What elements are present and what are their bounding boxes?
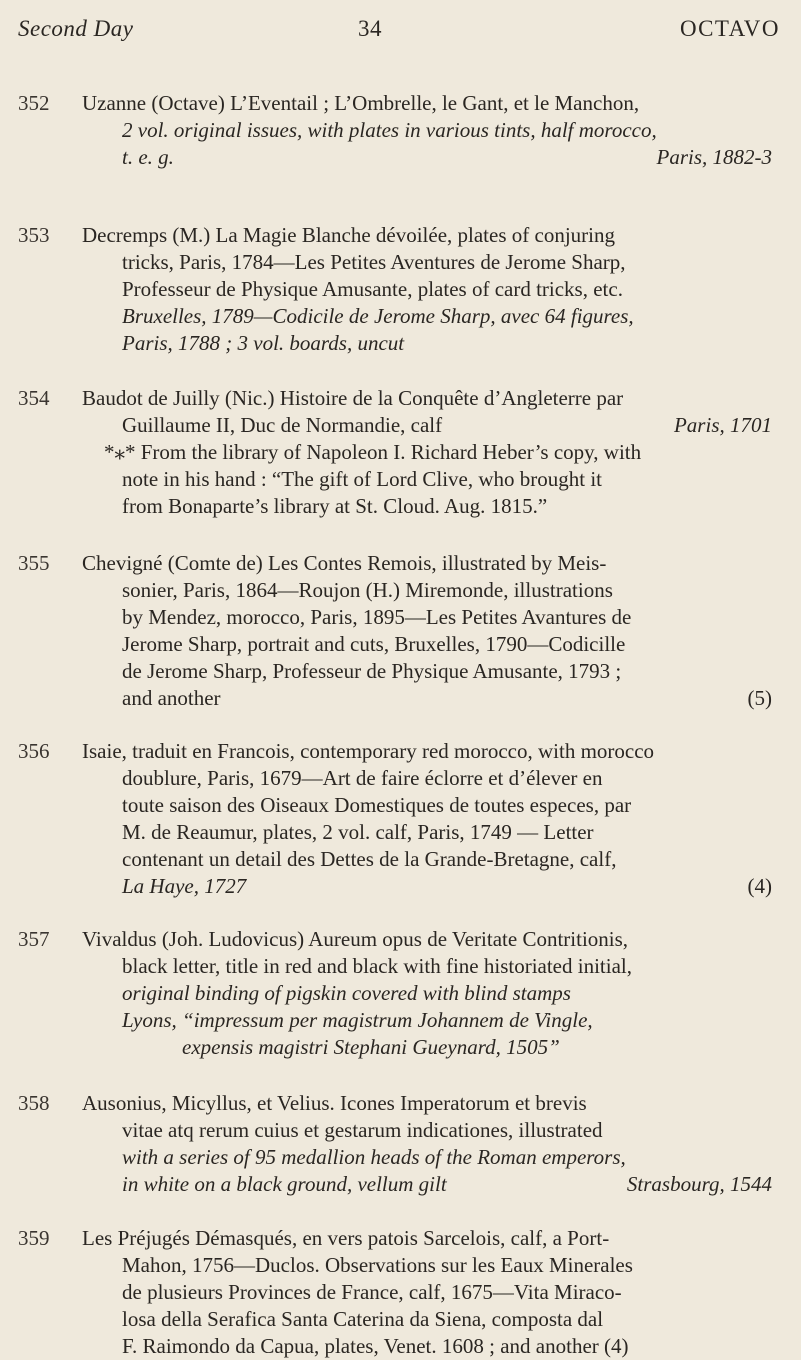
lot-line: original binding of pigskin covered with blind stamps [122, 981, 571, 1005]
lot-number: 352 [18, 91, 50, 115]
lot-line [82, 144, 772, 171]
lot-line: Baudot de Juilly (Nic.) Histoire de la Conquête d’Angleterre par [82, 386, 624, 410]
lot-line: losa della Serafica Santa Caterina da Siena, composta dal [122, 1307, 604, 1331]
lot-line: from Bonaparte’s library at St. Cloud. Aug. 1815.” [122, 494, 548, 518]
lot-imprint: Paris, 1701 [673, 413, 772, 437]
lot-count: (4) [747, 874, 772, 898]
lot-line: sonier, Paris, 1864—Roujon (H.) Miremonde, illustrations [122, 578, 613, 602]
lot-line: Professeur de Physique Amusante, plates of card tricks, etc. [122, 277, 623, 301]
lot-number: 355 [18, 551, 50, 575]
lot-line-part: La Haye, 1727 [122, 874, 247, 898]
lot-description [82, 1225, 772, 1360]
lot-number: 353 [18, 223, 50, 247]
lot-number: 358 [18, 1091, 50, 1115]
lot-description [82, 90, 772, 171]
header-section-title: Second Day [18, 16, 134, 41]
lot-line: vitae atq rerum cuius et gestarum indicationes, illustrated [122, 1118, 603, 1142]
lot-number: 359 [18, 1226, 50, 1250]
lot-line: Uzanne (Octave) L’Eventail ; L’Ombrelle, le Gant, et le Manchon, [82, 91, 640, 115]
lot-description [82, 222, 772, 357]
header-format: OCTAVO [679, 16, 780, 41]
lot-line: by Mendez, morocco, Paris, 1895—Les Petites Avantures de [122, 605, 632, 629]
lot-line: doublure, Paris, 1679—Art de faire éclorre et d’élever en [122, 766, 603, 790]
lot-description [82, 738, 772, 900]
lot-line: 2 vol. original issues, with plates in various tints, half morocco, [122, 118, 657, 142]
lot-line: Jerome Sharp, portrait and cuts, Bruxelles, 1790—Codicille [122, 632, 626, 656]
lot-line-part: in white on a black ground, vellum gilt [122, 1172, 447, 1196]
lot-line: with a series of 95 medallion heads of the Roman emperors, [122, 1145, 626, 1169]
lot-count: (5) [747, 686, 772, 710]
lot-line: toute saison des Oiseaux Domestiques de toutes especes, par [122, 793, 632, 817]
provenance-note: *⁎* From the library of Napoleon I. Richard Heber’s copy, with [104, 440, 642, 464]
lot-line [82, 873, 772, 900]
lot-imprint: Strasbourg, 1544 [626, 1172, 772, 1196]
lot-line: black letter, title in red and black with fine historiated initial, [122, 954, 632, 978]
lot-line: expensis magistri Stephani Gueynard, 1505” [182, 1035, 560, 1059]
lot-number: 357 [18, 927, 50, 951]
lot-line [82, 412, 772, 439]
lot-description [82, 926, 772, 1061]
lot-line: M. de Reaumur, plates, 2 vol. calf, Paris, 1749 — Letter [122, 820, 594, 844]
lot-line [82, 1171, 772, 1198]
page-number: 34 [358, 16, 382, 41]
lot-line: contenant un detail des Dettes de la Grande-Bretagne, calf, [122, 847, 617, 871]
lot-description [82, 550, 772, 712]
lot-description [82, 385, 772, 520]
lot-line-part: t. e. g. [122, 145, 174, 169]
lot-line-part: Guillaume II, Duc de Normandie, calf [122, 413, 443, 437]
lot-line: note in his hand : “The gift of Lord Clive, who brought it [122, 467, 603, 491]
lot-line: Lyons, “impressum per magistrum Johannem de Vingle, [122, 1008, 593, 1032]
lot-line: de Jerome Sharp, Professeur de Physique Amusante, 1793 ; [122, 659, 622, 683]
lot-line: Vivaldus (Joh. Ludovicus) Aureum opus de Veritate Contritionis, [82, 927, 629, 951]
lot-line: Decremps (M.) La Magie Blanche dévoilée, plates of conjuring [82, 223, 615, 247]
lot-line: Paris, 1788 ; 3 vol. boards, uncut [122, 331, 405, 355]
page-header [0, 8, 801, 48]
lot-line: Mahon, 1756—Duclos. Observations sur les Eaux Minerales [122, 1253, 633, 1277]
lot-imprint: Paris, 1882-3 [656, 145, 772, 169]
lot-line [82, 685, 772, 712]
lot-line: tricks, Paris, 1784—Les Petites Aventures de Jerome Sharp, [122, 250, 626, 274]
lot-line: Isaie, traduit en Francois, contemporary red morocco, with morocco [82, 739, 655, 763]
lot-line: Chevigné (Comte de) Les Contes Remois, illustrated by Meis- [82, 551, 607, 575]
lot-line: de plusieurs Provinces de France, calf, 1675—Vita Miraco- [122, 1280, 622, 1304]
lot-number: 354 [18, 386, 50, 410]
lot-description [82, 1090, 772, 1198]
lot-line: Les Préjugés Démasqués, en vers patois Sarcelois, calf, a Port- [82, 1226, 610, 1250]
lot-number: 356 [18, 739, 50, 763]
lot-line: F. Raimondo da Capua, plates, Venet. 1608 ; and another (4) [122, 1334, 629, 1358]
lot-line: Bruxelles, 1789—Codicile de Jerome Sharp, avec 64 figures, [122, 304, 634, 328]
lot-line-part: and another [122, 686, 221, 710]
lot-line: Ausonius, Micyllus, et Velius. Icones Imperatorum et brevis [82, 1091, 587, 1115]
